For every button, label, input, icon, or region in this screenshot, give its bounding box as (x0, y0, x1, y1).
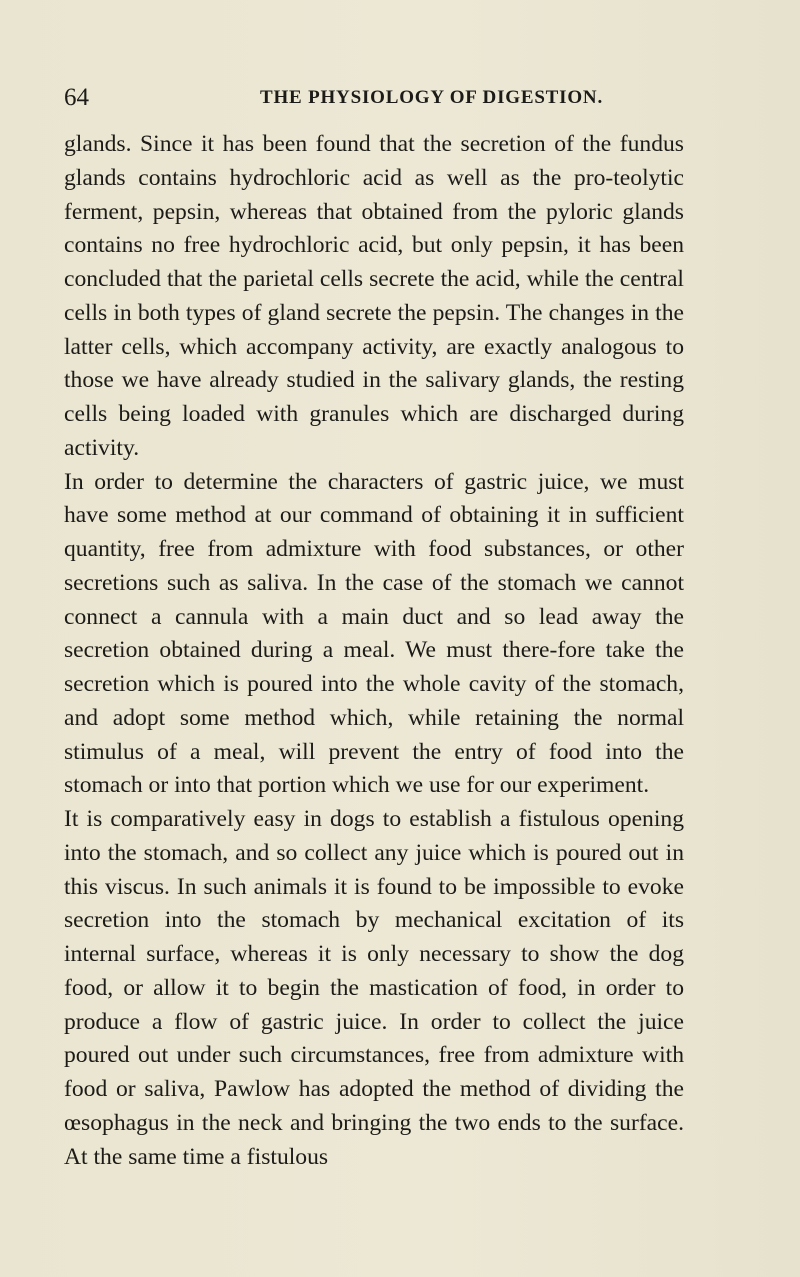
body-text (64, 128, 684, 1174)
running-head (64, 80, 684, 116)
running-title: THE PHYSIOLOGY OF DIGESTION. (260, 87, 603, 108)
paragraph-gastric-juice-method: In order to determine the characters of gastric juice, we must have some method at our command of obtaining it in sufficient quantity, free from admixture with food substances, or other secretions such as saliva. In the case of the stomach we cannot connect a cannula with a main duct and so lead away the secretion obtained during a meal. We must there-fore take the secretion which is poured into the whole cavity of the stomach, and adopt some method which, while retaining the normal stimulus of a meal, will prevent the entry of food into the stomach or into that portion which we use for our experiment. (64, 468, 684, 799)
paragraph-continuation: glands. Since it has been found that the secretion of the fundus glands contains hydrochloric acid as well as the pro-teolytic ferment, pepsin, whereas that obtained from the pyloric glands contains no free hydrochloric acid, but only pepsin, it has been concluded that the parietal cells secrete the acid, while the central cells in both types of gland secrete the pepsin. The changes in the latter cells, which accompany activity, are exactly analogous to those we have already studied in the salivary glands, the resting cells being loaded with granules which are discharged during activity. (64, 131, 684, 461)
paragraph-fistulous-opening: It is comparatively easy in dogs to establish a fistulous opening into the stomach, and so collect any juice which is poured out in this viscus. In such animals it is found to be impossible to evoke secretion into the stomach by mechanical excitation of its internal surface, whereas it is only necessary to show the dog food, or allow it to begin the mastication of food, in order to produce a flow of gastric juice. In order to collect the juice poured out under such circumstances, free from admixture with food or saliva, Pawlow has adopted the method of dividing the œsophagus in the neck and bringing the two ends to the surface. At the same time a fistulous (64, 806, 684, 1170)
page-number: 64 (64, 84, 89, 111)
